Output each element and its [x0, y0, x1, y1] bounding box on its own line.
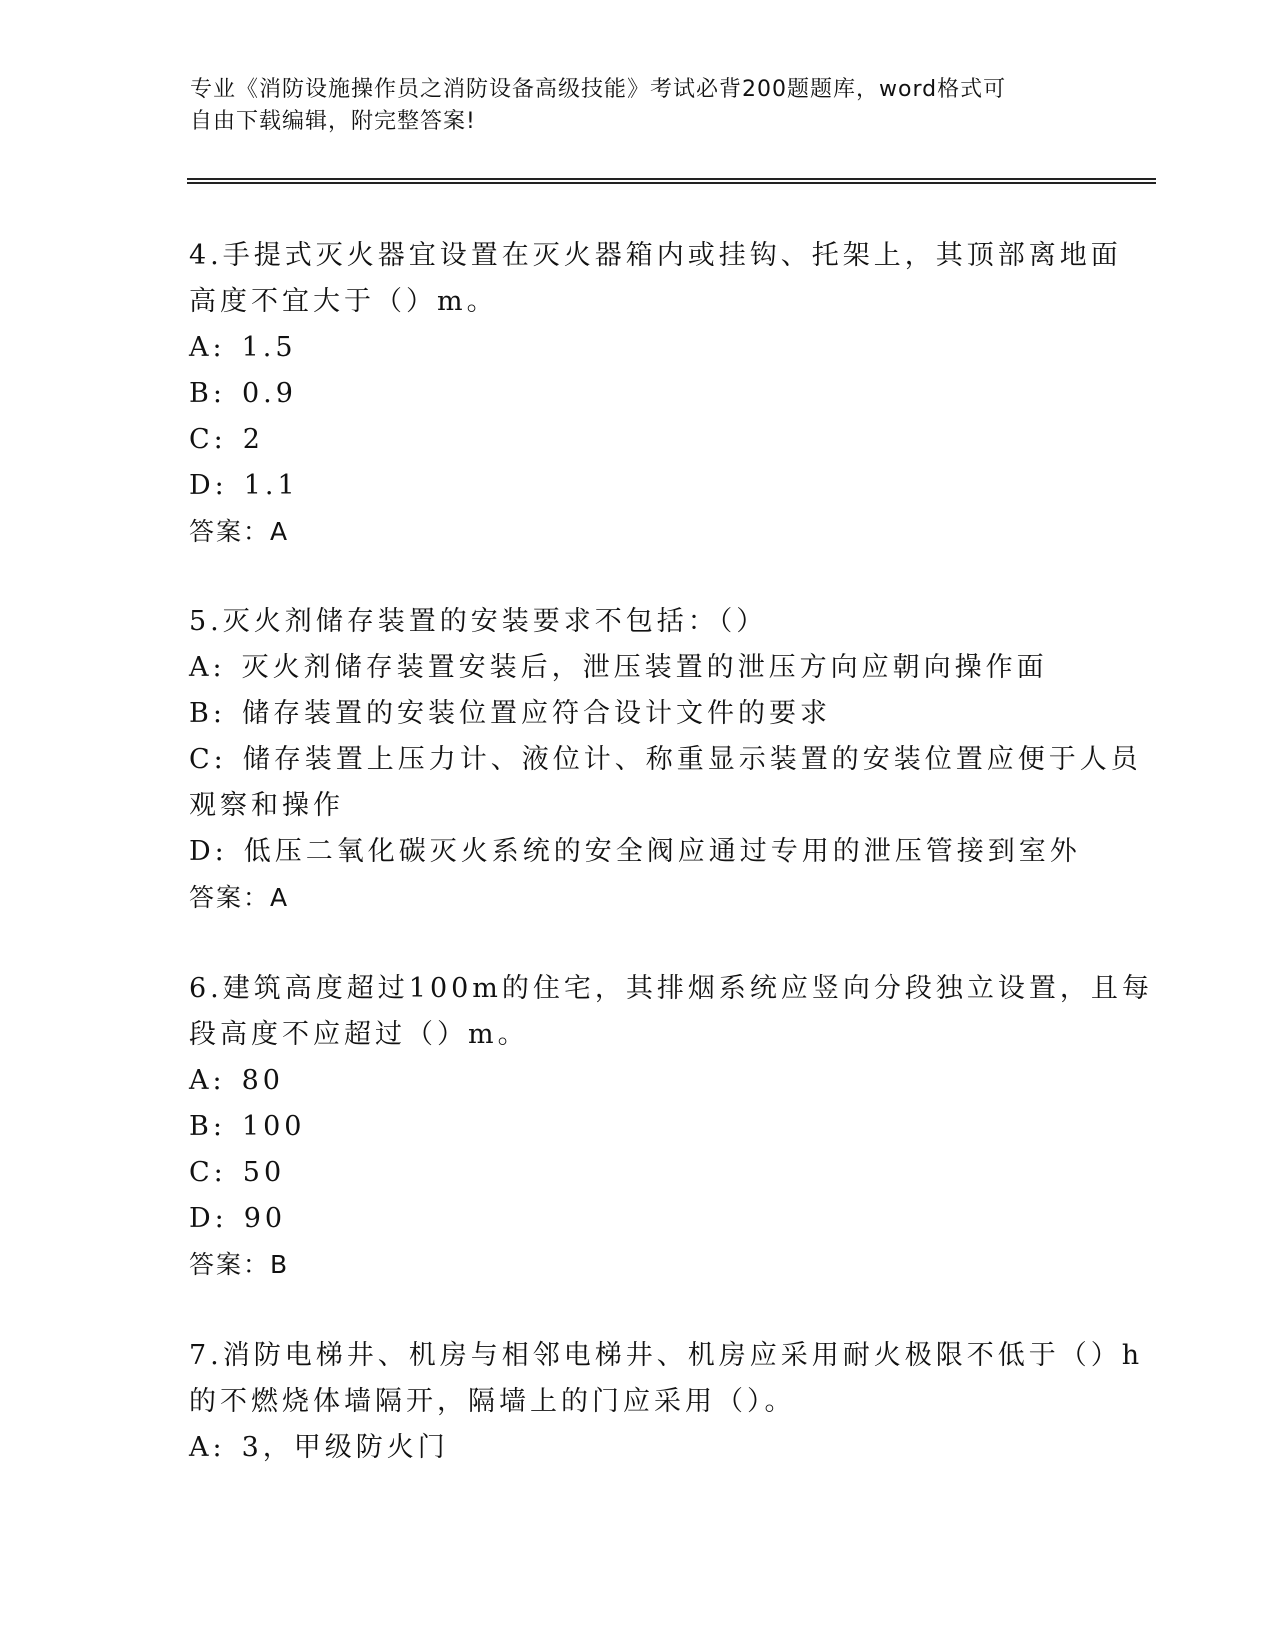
- header-divider-top: [187, 178, 1156, 180]
- question-7: [189, 1333, 1144, 1471]
- option-label: D:: [189, 1203, 228, 1234]
- question-6: [189, 966, 1153, 1288]
- option-label: C:: [189, 424, 227, 455]
- answer: 答案：A: [189, 517, 290, 546]
- question-5: [189, 599, 1142, 921]
- question-stem-line: 6.建筑高度超过100m的住宅，其排烟系统应竖向分段独立设置，且每: [189, 973, 1153, 1004]
- header-line-1: 专业《消防设施操作员之消防设备高级技能》考试必背200题题库，word格式可: [190, 77, 1007, 102]
- option-label: D:: [189, 836, 228, 867]
- option-b: [189, 371, 1079, 417]
- option-a: [189, 325, 1079, 371]
- answer: 答案：B: [189, 1250, 290, 1279]
- header-line-2: 自由下载编辑，附完整答案!: [190, 109, 476, 134]
- question-stem-line: 的不燃烧体墙隔开，隔墙上的门应采用（）。: [189, 1386, 796, 1417]
- option-c: [189, 737, 1142, 783]
- option-label: A:: [189, 332, 226, 363]
- option-d: [189, 829, 1079, 875]
- option-c-continuation: 观察和操作: [189, 790, 344, 821]
- option-text: 储存装置上压力计、液位计、称重显示装置的安装位置应便于人员: [242, 744, 1142, 775]
- option-text: 灭火剂储存装置安装后，泄压装置的泄压方向应朝向操作面: [241, 652, 1048, 683]
- option-d: [189, 1196, 1079, 1242]
- option-text: 低压二氧化碳灭火系统的安全阀应通过专用的泄压管接到室外: [243, 836, 1081, 867]
- option-text: 2: [242, 424, 264, 455]
- option-d: [189, 463, 1079, 509]
- option-b: [189, 691, 1079, 737]
- option-label: B:: [189, 378, 226, 409]
- option-text: 3，甲级防火门: [241, 1432, 449, 1463]
- question-stem-line: 5.灭火剂储存装置的安装要求不包括：（）: [189, 606, 768, 637]
- option-c: [189, 1150, 1079, 1196]
- option-a: [189, 1425, 1079, 1471]
- option-label: B:: [189, 1111, 226, 1142]
- option-label: B:: [189, 698, 226, 729]
- answer: 答案：A: [189, 883, 290, 912]
- option-b: [189, 1104, 1079, 1150]
- question-stem-line: 7.消防电梯井、机房与相邻电梯井、机房应采用耐火极限不低于（）h: [189, 1340, 1144, 1371]
- question-stem-line: 4.手提式灭火器宜设置在灭火器箱内或挂钩、托架上，其顶部离地面: [189, 240, 1122, 271]
- question-4: [189, 233, 1122, 555]
- option-label: A:: [189, 652, 226, 683]
- option-label: C:: [189, 744, 227, 775]
- option-text: 50: [242, 1157, 286, 1188]
- question-stem-line: 高度不宜大于（）m。: [189, 286, 498, 317]
- option-a: [189, 1058, 1079, 1104]
- option-text: 80: [241, 1065, 284, 1096]
- option-text: 1.1: [243, 470, 299, 501]
- option-text: 0.9: [241, 378, 297, 409]
- option-label: A:: [189, 1065, 226, 1096]
- option-c: [189, 417, 1079, 463]
- option-label: A:: [189, 1432, 226, 1463]
- document-header: [190, 74, 1090, 138]
- header-divider-bottom: [187, 182, 1156, 184]
- option-text: 1.5: [241, 332, 297, 363]
- option-text: 储存装置的安装位置应符合设计文件的要求: [241, 698, 831, 729]
- option-label: C:: [189, 1157, 227, 1188]
- option-label: D:: [189, 470, 228, 501]
- option-text: 90: [243, 1203, 287, 1234]
- option-a: [189, 645, 1079, 691]
- question-stem-line: 段高度不应超过（）m。: [189, 1019, 529, 1050]
- option-text: 100: [241, 1111, 306, 1142]
